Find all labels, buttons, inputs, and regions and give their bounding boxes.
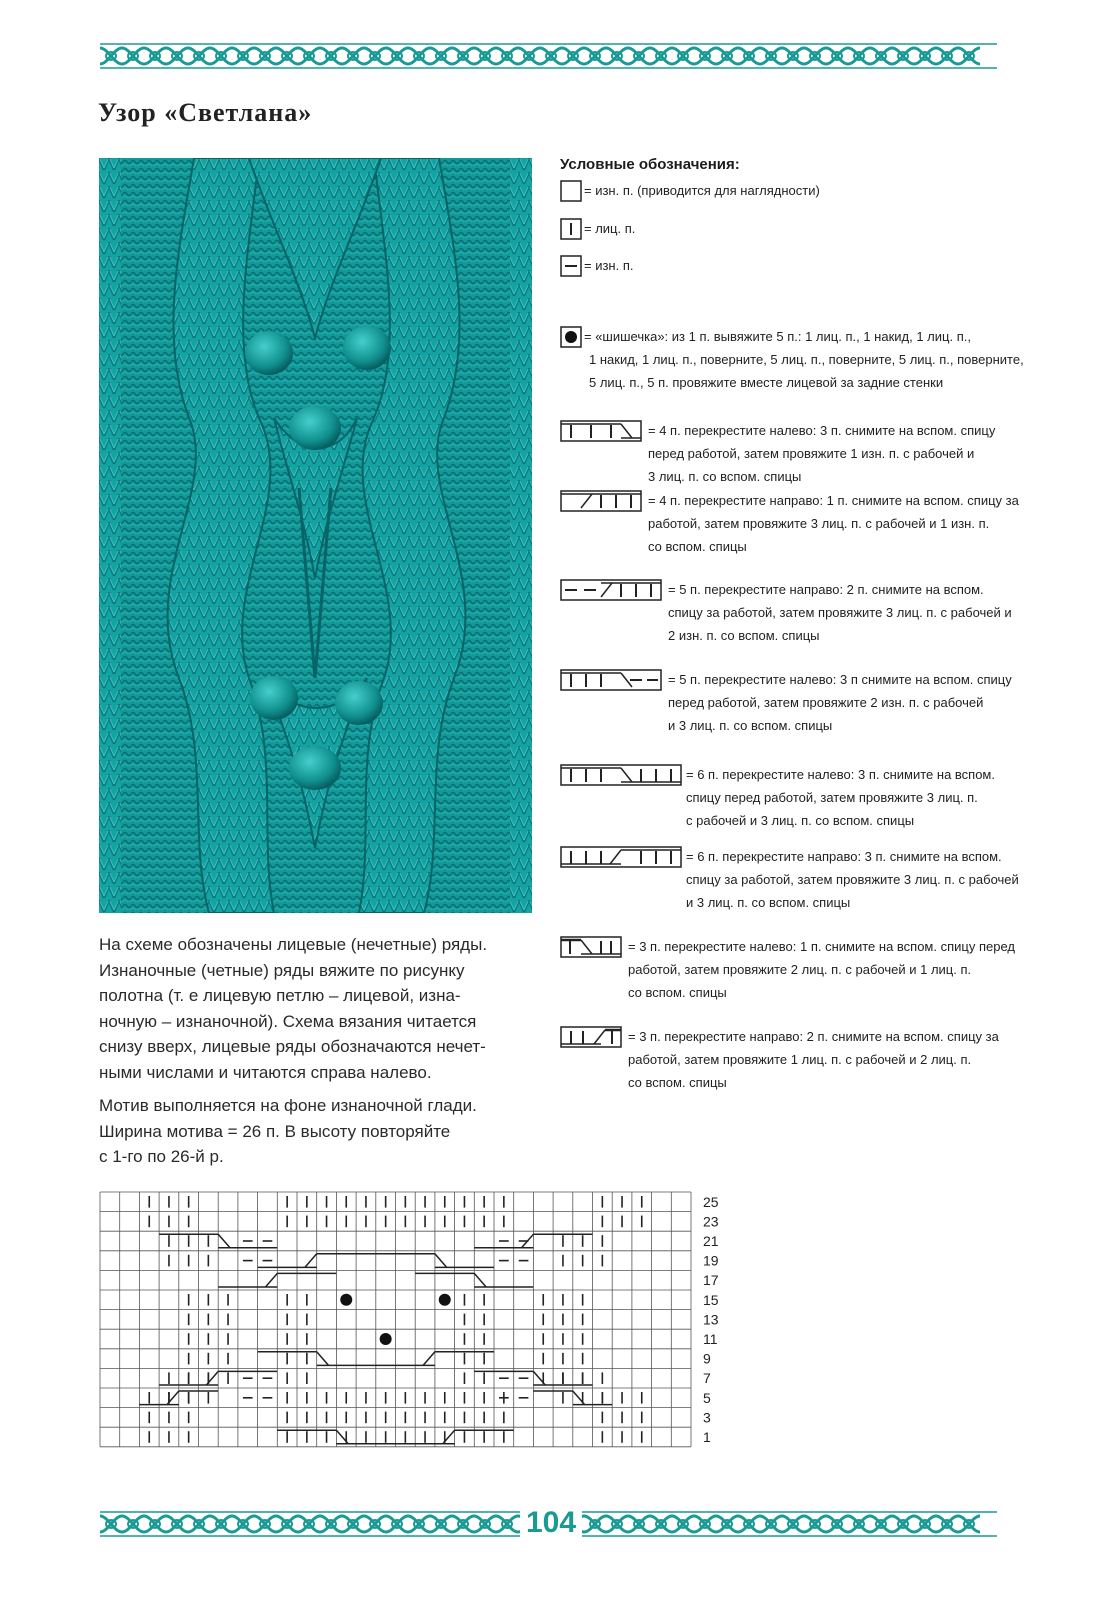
row-label: 21	[703, 1233, 719, 1249]
legend-text: = «шишечка»: из 1 п. вывяжите 5 п.: 1 лиц. п., 1 накид, 1 лиц. п., 1 накид, 1 лиц. п., поверните, 5 лиц. п., поверните, 5 лиц. п., поверните, 5 лиц. п., 5 п. провяжите вместе лицевой за задние стенки	[584, 329, 1024, 390]
knit-stitch-symbol	[560, 218, 582, 240]
cross-5-right-symbol	[560, 579, 662, 601]
row-label: 17	[703, 1272, 719, 1289]
knitted-sample-photo	[99, 158, 532, 913]
chart-marks	[139, 1196, 641, 1444]
row-label: 15	[703, 1291, 719, 1308]
cross-3-left-symbol	[560, 936, 622, 958]
cross-5-left-symbol	[560, 669, 662, 691]
row-label: 23	[703, 1213, 719, 1230]
cable-line	[474, 1273, 486, 1287]
instructions-paragraph: На схеме обозначены лицевые (нечетные) ряды. Изнаночные (четные) ряды вяжите по рисунку полотна (т. е лицевую петлю – лицевой, изна- ночную – изнаночной). Схема вязания читается снизу вверх, лицевые ряды обозначаются нечет- ными числами и читаются справа налево.	[99, 935, 488, 1082]
row-label: 7	[703, 1370, 711, 1387]
row-label: 25	[703, 1193, 719, 1210]
cable-line	[305, 1254, 317, 1268]
row-label: 3	[703, 1409, 711, 1426]
bobble-mark	[340, 1294, 352, 1306]
legend-text: = изн. п.	[584, 258, 634, 273]
cable-line	[317, 1352, 329, 1366]
legend-title: Условные обозначения:	[560, 156, 740, 173]
row-label: 1	[703, 1429, 711, 1445]
cable-line	[265, 1273, 277, 1287]
knitting-chart	[99, 1190, 739, 1452]
legend-text: = 3 п. перекрестите налево: 1 п. снимите на вспом. спицу перед работой, затем провяжите 2 лиц. п. с рабочей и 1 лиц. п. со вспом. спицы	[628, 939, 1015, 1000]
legend-text: = 5 п. перекрестите направо: 2 п. снимите на вспом. спицу за работой, затем провяжите 3 лиц. п. с рабочей и 2 изн. п. со вспом. спицы	[668, 582, 1012, 643]
bobble-mark	[439, 1294, 451, 1306]
cross-6-left-symbol	[560, 764, 682, 786]
top-celtic-border	[100, 42, 997, 70]
legend-text: = 4 п. перекрестите направо: 1 п. снимите на вспом. спицу за работой, затем провяжите 3 лиц. п. с рабочей и 1 изн. п. со вспом. спицы	[648, 493, 1019, 554]
cross-4-left-symbol	[560, 420, 642, 442]
legend-text: = 6 п. перекрестите направо: 3 п. снимите на вспом. спицу за работой, затем провяжите 3 лиц. п. с рабочей и 3 лиц. п. со вспом. спицы	[686, 849, 1019, 910]
cross-4-right-symbol	[560, 490, 642, 512]
legend-text: = лиц. п.	[584, 221, 636, 236]
empty-cell-symbol	[560, 180, 582, 202]
bobble-mark	[380, 1333, 392, 1345]
page-title: Узор «Светлана»	[98, 98, 313, 127]
purl-stitch-symbol	[560, 255, 582, 277]
legend-text: = 5 п. перекрестите налево: 3 п снимите на вспом. спицу перед работой, затем провяжите 2 изн. п. с рабочей и 3 лиц. п. со вспом. спицы	[668, 672, 1012, 733]
legend-text: = 6 п. перекрестите налево: 3 п. снимите на вспом. спицу перед работой, затем провяжите 3 лиц. п. с рабочей и 3 лиц. п. со вспом. спицы	[686, 767, 995, 828]
row-label: 13	[703, 1311, 719, 1328]
row-label: 19	[703, 1252, 719, 1269]
chart-row-labels	[703, 1194, 719, 1445]
bobble-symbol	[560, 326, 582, 348]
cross-6-right-symbol	[560, 846, 682, 868]
row-label: 9	[703, 1350, 711, 1367]
cable-line	[423, 1352, 435, 1366]
motif-paragraph: Мотив выполняется на фоне изнаночной глади. Ширина мотива = 26 п. В высоту повторяйте с 1-го по 26-й р.	[99, 1096, 477, 1166]
cable-line	[218, 1234, 230, 1248]
legend-text: = изн. п. (приводится для наглядности)	[584, 183, 820, 198]
row-label: 11	[703, 1331, 718, 1347]
legend-text: = 4 п. перекрестите налево: 3 п. снимите на вспом. спицу перед работой, затем провяжите 1 изн. п. с рабочей и 3 лиц. п. со вспом. спицы	[648, 423, 996, 484]
page-number: 104	[520, 1502, 582, 1544]
cable-line	[435, 1254, 447, 1268]
cross-3-right-symbol	[560, 1026, 622, 1048]
row-label: 5	[703, 1389, 711, 1406]
legend-text: = 3 п. перекрестите направо: 2 п. снимите на вспом. спицу за работой, затем провяжите 1 лиц. п. с рабочей и 2 лиц. п. со вспом. спицы	[628, 1029, 999, 1090]
